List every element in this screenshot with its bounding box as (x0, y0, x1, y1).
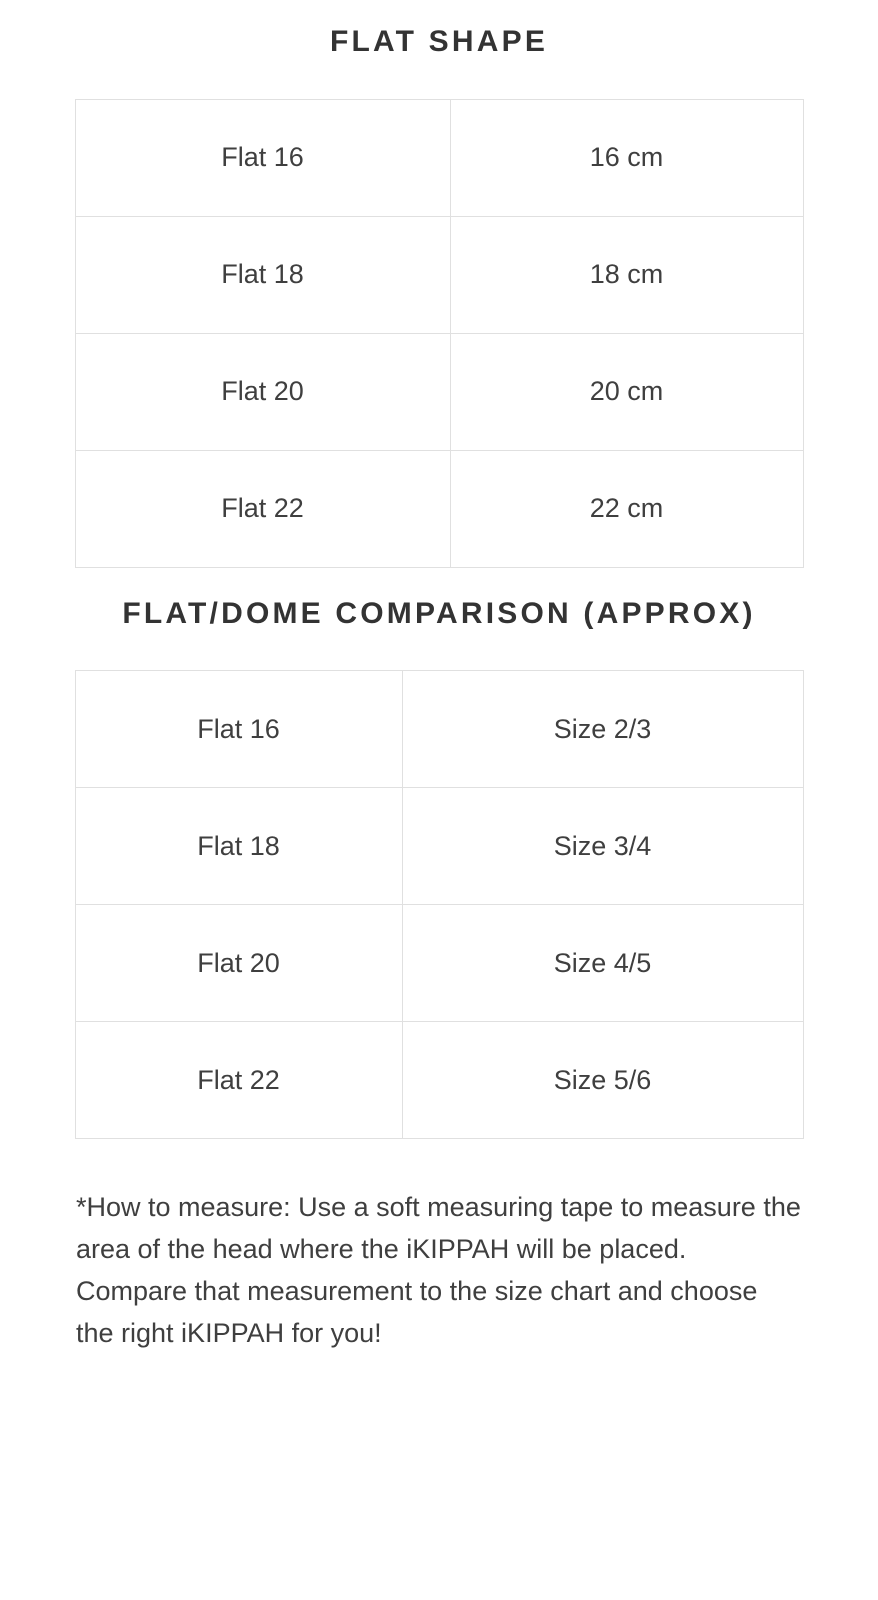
flat-shape-value: 22 cm (450, 450, 803, 567)
comparison-value: Size 2/3 (402, 671, 803, 788)
flat-shape-name: Flat 22 (75, 450, 450, 567)
comparison-value: Size 4/5 (402, 905, 803, 1022)
comparison-name: Flat 22 (75, 1022, 402, 1139)
comparison-value: Size 3/4 (402, 788, 803, 905)
flat-shape-value: 18 cm (450, 216, 803, 333)
table-row (75, 99, 803, 216)
how-to-measure-note: *How to measure: Use a soft measuring tape to measure the area of the head where the iKIPPAH will be placed. Compare that measurement to the size chart and choose the right iKIPPAH for you! (76, 1192, 801, 1348)
comparison-heading: FLAT/DOME COMPARISON (APPROX) (122, 596, 756, 630)
flat-shape-table (75, 99, 804, 568)
table-row (75, 905, 803, 1022)
table-row (75, 1022, 803, 1139)
comparison-value: Size 5/6 (402, 1022, 803, 1139)
table-row (75, 788, 803, 905)
flat-shape-value: 16 cm (450, 99, 803, 216)
table-row (75, 450, 803, 567)
flat-shape-name: Flat 20 (75, 333, 450, 450)
flat-shape-heading: FLAT SHAPE (329, 25, 549, 58)
comparison-name: Flat 20 (75, 905, 402, 1022)
table-row (75, 333, 803, 450)
comparison-name: Flat 18 (75, 788, 402, 905)
table-row (75, 216, 803, 333)
flat-shape-name: Flat 16 (75, 99, 450, 216)
flat-shape-name: Flat 18 (75, 216, 450, 333)
table-row (75, 671, 803, 788)
flat-shape-value: 20 cm (450, 333, 803, 450)
comparison-table (75, 670, 804, 1139)
comparison-name: Flat 16 (75, 671, 402, 788)
